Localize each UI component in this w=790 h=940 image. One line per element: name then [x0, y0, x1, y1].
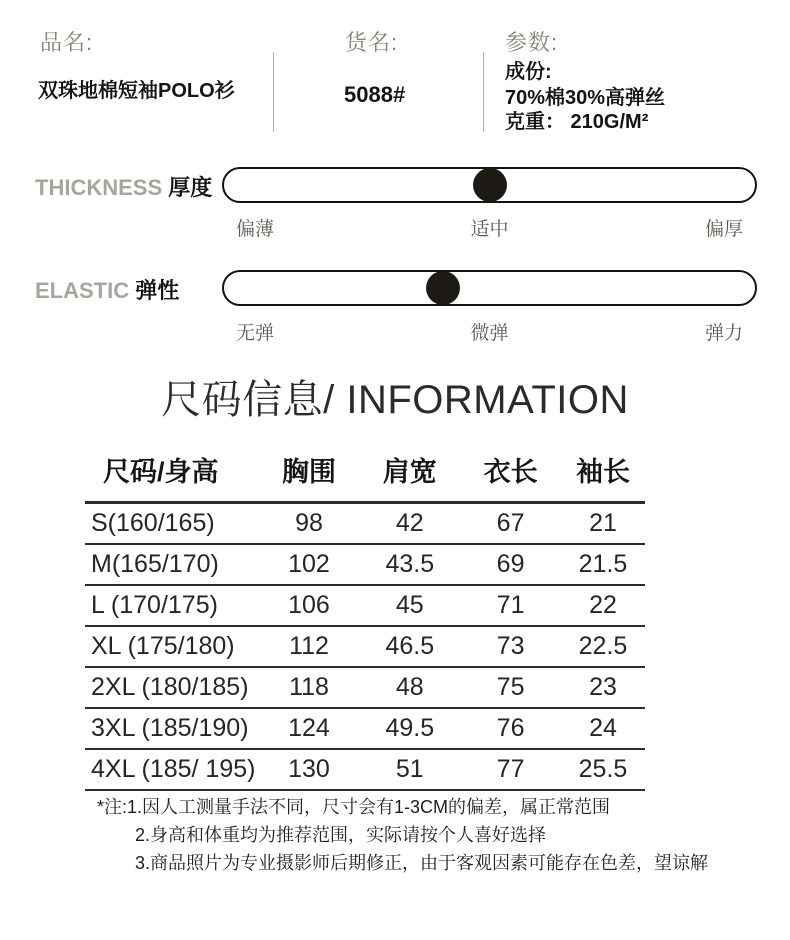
weight-value: 克重： 210G/M²	[505, 111, 649, 133]
footnotes	[97, 793, 708, 877]
elastic-slider-track	[222, 270, 757, 306]
size-cell: L (170/175)	[85, 585, 259, 626]
measure-cell: 51	[359, 749, 460, 790]
measure-cell: 98	[259, 503, 360, 545]
table-row	[85, 626, 645, 667]
top-info-section	[0, 0, 790, 150]
elastic-label-en: ELASTIC	[35, 278, 130, 303]
measure-cell: 67	[460, 503, 561, 545]
size-cell: S(160/165)	[85, 503, 259, 545]
thickness-label-zh: 厚度	[168, 175, 213, 200]
table-row	[85, 749, 645, 790]
tick-label-thin: 偏薄	[236, 219, 275, 240]
table-row	[85, 503, 645, 545]
measure-cell: 43.5	[359, 544, 460, 585]
measure-cell: 124	[259, 708, 360, 749]
elastic-scale-labels	[222, 318, 757, 345]
params-label: 参数:	[505, 30, 559, 55]
size-cell: 4XL (185/ 195)	[85, 749, 259, 790]
elastic-label	[35, 274, 179, 305]
size-cell: 3XL (185/190)	[85, 708, 259, 749]
measure-cell: 21.5	[561, 544, 645, 585]
goods-no-label: 货名:	[345, 30, 399, 55]
footnote-line: 3.商品照片为专业摄影师后期修正，由于客观因素可能存在色差，望谅解	[135, 853, 709, 873]
composition-value: 70%棉30%高弹丝	[505, 87, 666, 109]
product-name-label: 品名:	[40, 30, 94, 55]
measure-cell: 75	[460, 667, 561, 708]
measure-cell: 71	[460, 585, 561, 626]
measure-cell: 46.5	[359, 626, 460, 667]
footnote-line: 2.身高和体重均为推荐范围，实际请按个人喜好选择	[135, 825, 547, 845]
size-cell: XL (175/180)	[85, 626, 259, 667]
goods-no-value: 5088#	[344, 82, 406, 107]
thickness-label-en: THICKNESS	[35, 175, 163, 200]
elastic-indicator-dot	[426, 271, 460, 305]
table-header-cell: 尺码/身高	[85, 446, 259, 503]
product-name-value: 双珠地棉短袖POLO衫	[38, 80, 235, 102]
size-cell: M(165/170)	[85, 544, 259, 585]
measure-cell: 42	[359, 503, 460, 545]
measure-cell: 73	[460, 626, 561, 667]
tick-label-no-stretch: 无弹	[236, 323, 275, 344]
size-table-header-row	[85, 446, 645, 503]
table-row	[85, 667, 645, 708]
composition-label: 成份:	[505, 61, 552, 83]
vertical-divider	[483, 52, 484, 132]
tick-label-slight-stretch: 微弹	[470, 323, 509, 344]
thickness-slider-track	[222, 167, 757, 203]
measure-cell: 21	[561, 503, 645, 545]
measure-cell: 69	[460, 544, 561, 585]
measure-cell: 25.5	[561, 749, 645, 790]
measure-cell: 130	[259, 749, 360, 790]
table-header-cell: 肩宽	[359, 446, 460, 503]
measure-cell: 49.5	[359, 708, 460, 749]
measure-cell: 23	[561, 667, 645, 708]
size-table	[85, 446, 645, 791]
table-header-cell: 胸围	[259, 446, 360, 503]
footnote-text: 1.因人工测量手法不同，尺寸会有1-3CM的偏差，属正常范围	[127, 797, 611, 817]
tick-label-stretch: 弹力	[704, 323, 743, 344]
elastic-label-zh: 弹性	[135, 278, 180, 303]
measure-cell: 106	[259, 585, 360, 626]
table-row	[85, 544, 645, 585]
table-header-cell: 袖长	[561, 446, 645, 503]
thickness-label	[35, 171, 212, 202]
size-info-title: 尺码信息/ INFORMATION	[161, 378, 629, 422]
tick-label-thick: 偏厚	[704, 219, 743, 240]
measure-cell: 112	[259, 626, 360, 667]
measure-cell: 45	[359, 585, 460, 626]
size-cell: 2XL (180/185)	[85, 667, 259, 708]
table-row	[85, 585, 645, 626]
size-table-body	[85, 503, 645, 791]
tick-label-medium: 适中	[470, 219, 509, 240]
measure-cell: 24	[561, 708, 645, 749]
table-row	[85, 708, 645, 749]
vertical-divider	[273, 52, 274, 132]
measure-cell: 22.5	[561, 626, 645, 667]
measure-cell: 76	[460, 708, 561, 749]
thickness-indicator-dot	[473, 168, 507, 202]
thickness-scale-labels	[222, 214, 757, 241]
measure-cell: 22	[561, 585, 645, 626]
measure-cell: 102	[259, 544, 360, 585]
footnote-line	[97, 793, 708, 821]
footnote-prefix: *注:	[97, 797, 128, 817]
measure-cell: 118	[259, 667, 360, 708]
measure-cell: 77	[460, 749, 561, 790]
size-table-wrap	[85, 446, 645, 791]
measure-cell: 48	[359, 667, 460, 708]
table-header-cell: 衣长	[460, 446, 561, 503]
